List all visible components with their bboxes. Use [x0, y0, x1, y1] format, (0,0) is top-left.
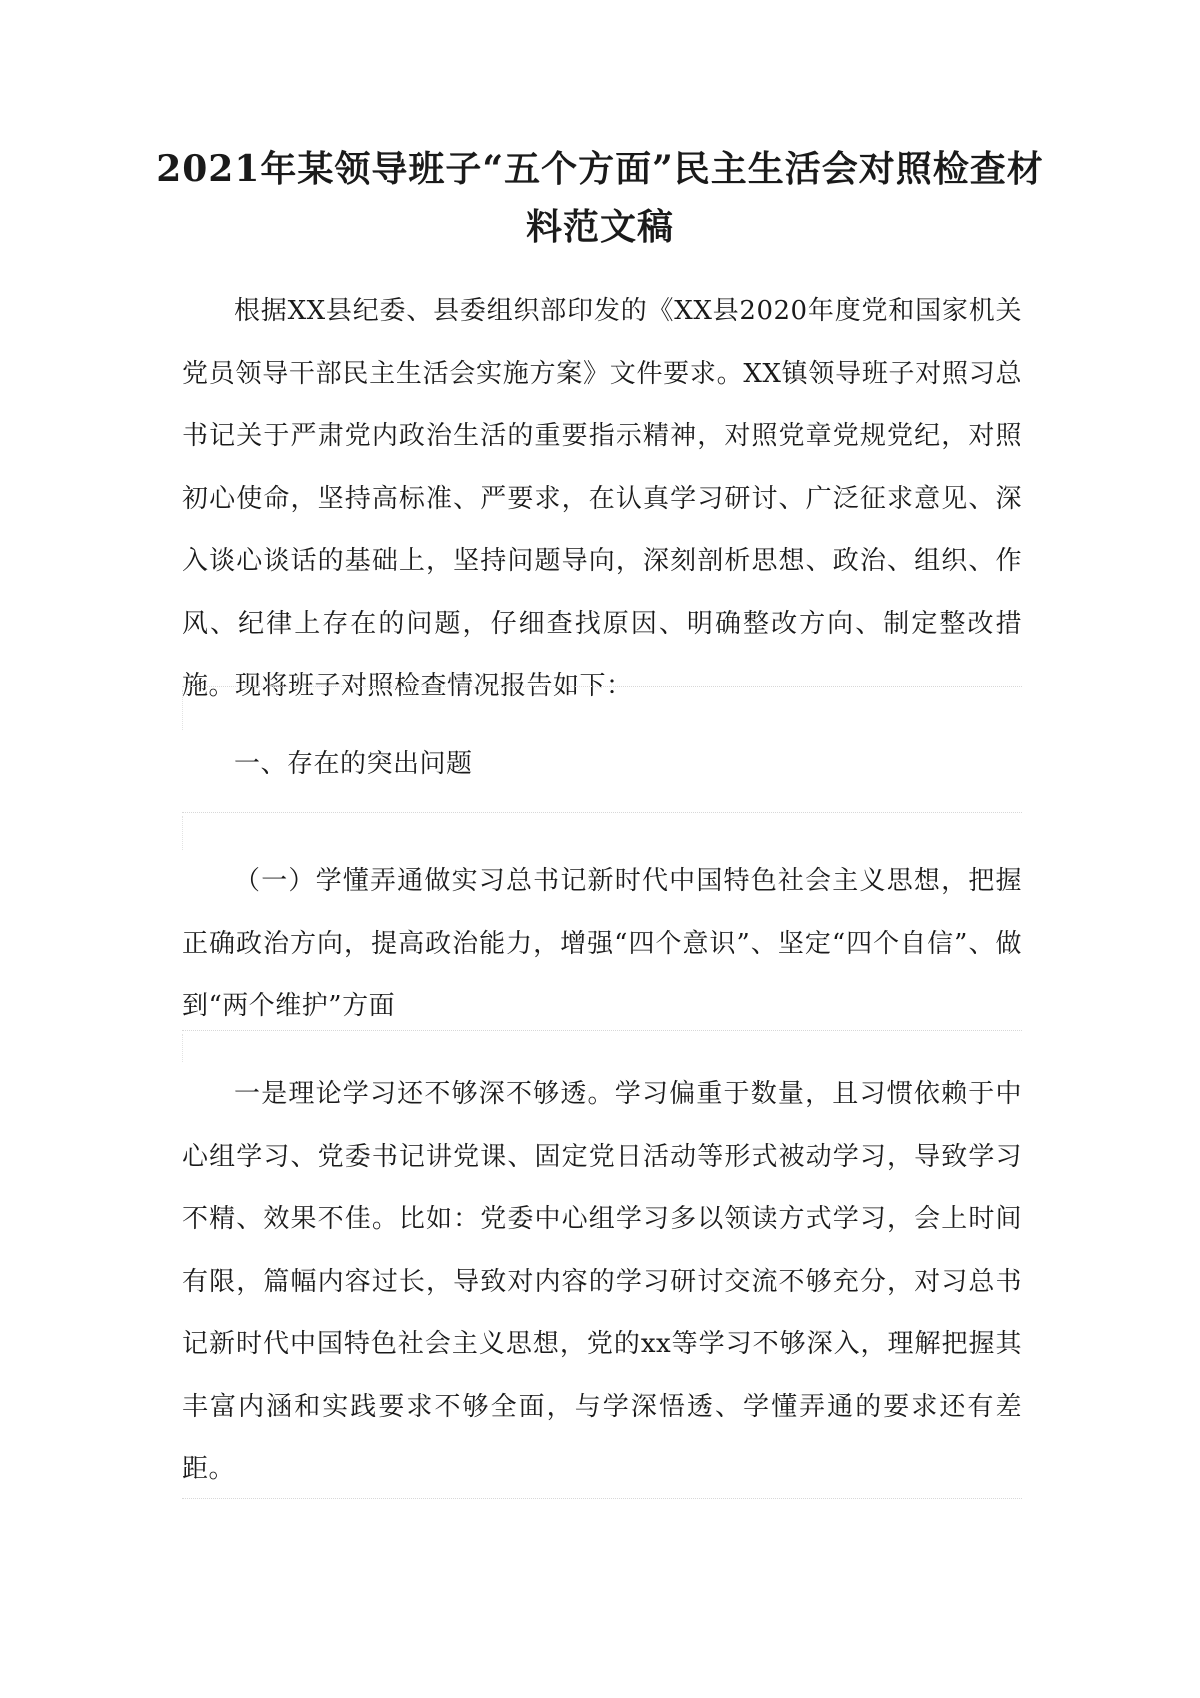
section-heading: 一、存在的突出问题	[234, 749, 473, 779]
margin-guide	[182, 816, 183, 850]
subsection-heading: （一）学懂弄通做实习总书记新时代中国特色社会主义思想，把握正确政治方向，提高政治能力，增强“四个意识”、坚定“四个自信”、做到“两个维护”方面	[182, 866, 1022, 1021]
body-paragraph: 一是理论学习还不够深不够透。学习偏重于数量，且习惯依赖于中心组学习、党委书记讲党课、固定党日活动等形式被动学习，导致学习不精、效果不佳。比如：党委中心组学习多以领读方式学习，会上时间有限，篇幅内容过长，导致对内容的学习研讨交流不够充分，对习总书记新时代中国特色社会主义思想，党的xx等学习不够深入，理解把握其丰富内涵和实践要求不够全面，与学深悟透、学懂弄通的要求还有差距。	[182, 1079, 1022, 1484]
paragraph-divider	[182, 812, 1022, 813]
document-title: 2021年某领导班子“五个方面”民主生活会对照检查材料范文稿	[156, 148, 1044, 248]
margin-guide	[182, 1034, 183, 1062]
paragraph-divider	[182, 1498, 1022, 1499]
intro-paragraph: 根据XX县纪委、县委组织部印发的《XX县2020年度党和国家机关党员领导干部民主生活会实施方案》文件要求。XX镇领导班子对照习总书记关于严肃党内政治生活的重要指示精神，对照党章党规党纪，对照初心使命，坚持高标准、严要求，在认真学习研讨、广泛征求意见、深入谈心谈话的基础上，坚持问题导向，深刻剖析思想、政治、组织、作风、纪律上存在的问题，仔细查找原因、明确整改方向、制定整改措施。现将班子对照检查情况报告如下：	[182, 296, 1022, 701]
paragraph-divider	[182, 1030, 1022, 1031]
margin-guide	[182, 690, 183, 730]
paragraph-divider	[182, 686, 1022, 687]
